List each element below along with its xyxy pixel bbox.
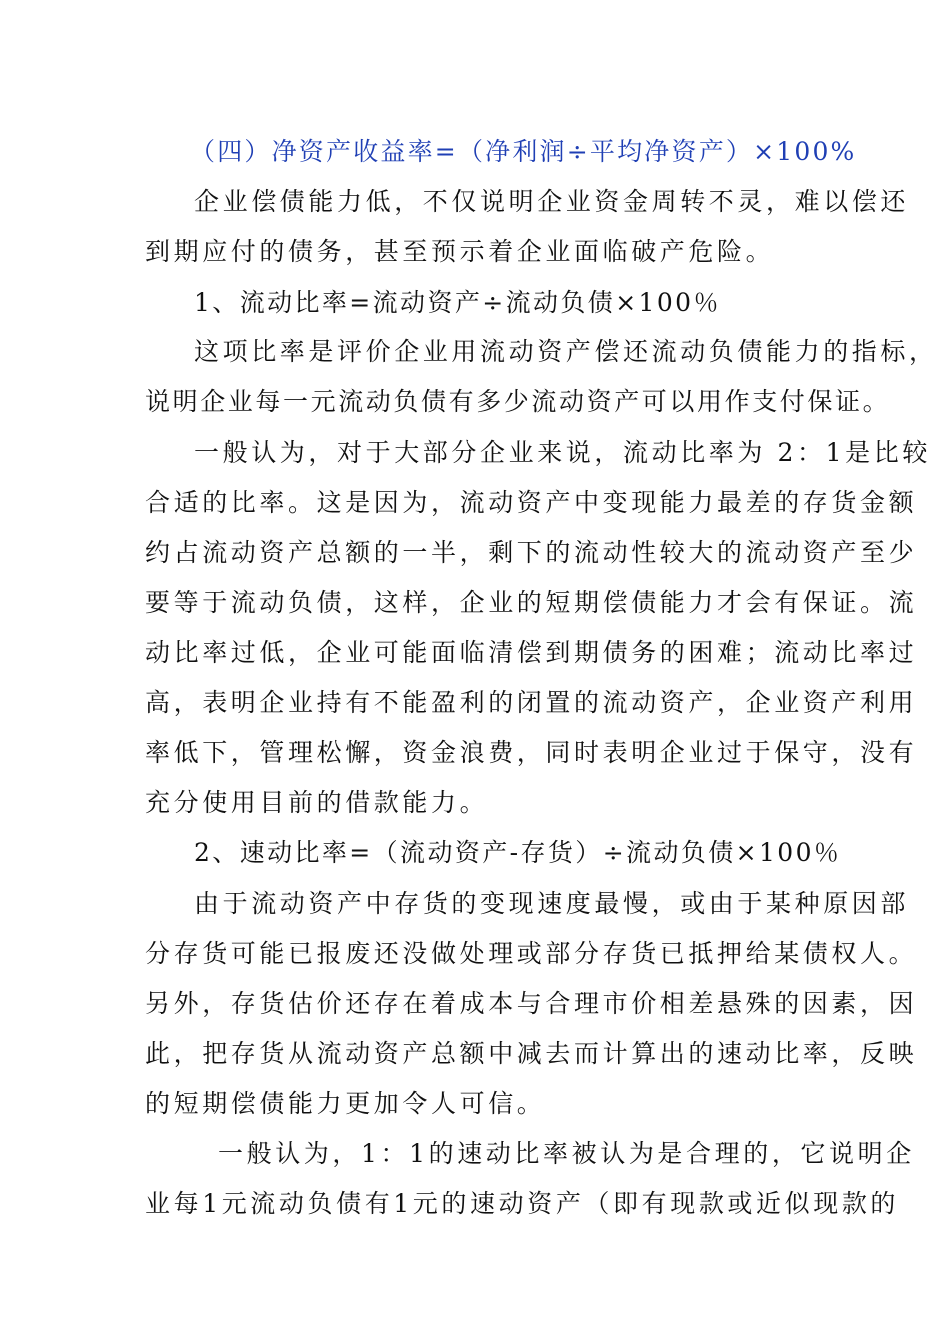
paragraph-line: 要等于流动负债，这样，企业的短期偿债能力才会有保证。流 [145, 588, 918, 617]
paragraph-line: 率低下，管理松懈，资金浪费，同时表明企业过于保守，没有 [145, 738, 918, 767]
paragraph-line: 的短期偿债能力更加令人可信。 [145, 1089, 546, 1118]
paragraph-line: 由于流动资产中存货的变现速度最慢，或由于某种原因部 [194, 889, 910, 918]
section-heading-return-on-equity: （四）净资产收益率=（净利润÷平均净资产）×100% [190, 137, 857, 166]
formula-current-ratio: 1、流动比率=流动资产÷流动负债×100％ [194, 288, 721, 317]
paragraph-line: 企业偿债能力低，不仅说明企业资金周转不灵，难以偿还 [194, 187, 910, 216]
paragraph-line: 另外，存货估价还存在着成本与合理市价相差悬殊的因素，因 [145, 989, 918, 1018]
formula-quick-ratio: 2、速动比率=（流动资产-存货）÷流动负债×100％ [194, 838, 842, 867]
paragraph-line: 合适的比率。这是因为，流动资产中变现能力最差的存货金额 [145, 488, 918, 517]
paragraph-line: 一般认为，1：1的速动比率被认为是合理的，它说明企 [218, 1139, 915, 1168]
paragraph-line: 一般认为，对于大部分企业来说，流动比率为 2：1是比较 [194, 438, 931, 467]
paragraph-line: 业每1元流动负债有1元的速动资产（即有现款或近似现款的 [145, 1189, 900, 1218]
paragraph-line: 动比率过低，企业可能面临清偿到期债务的困难；流动比率过 [145, 638, 918, 667]
paragraph-line: 分存货可能已报废还没做处理或部分存货已抵押给某债权人。 [145, 939, 918, 968]
paragraph-line: 充分使用目前的借款能力。 [145, 788, 489, 817]
paragraph-line: 这项比率是评价企业用流动资产偿还流动负债能力的指标， [194, 337, 938, 366]
paragraph-line: 此，把存货从流动资产总额中减去而计算出的速动比率，反映 [145, 1039, 918, 1068]
paragraph-line: 约占流动资产总额的一半，剩下的流动性较大的流动资产至少 [145, 538, 918, 567]
paragraph-line: 到期应付的债务，甚至预示着企业面临破产危险。 [145, 237, 775, 266]
paragraph-line: 说明企业每一元流动负债有多少流动资产可以用作支付保证。 [145, 387, 891, 416]
paragraph-line: 高，表明企业持有不能盈利的闭置的流动资产，企业资产利用 [145, 688, 918, 717]
